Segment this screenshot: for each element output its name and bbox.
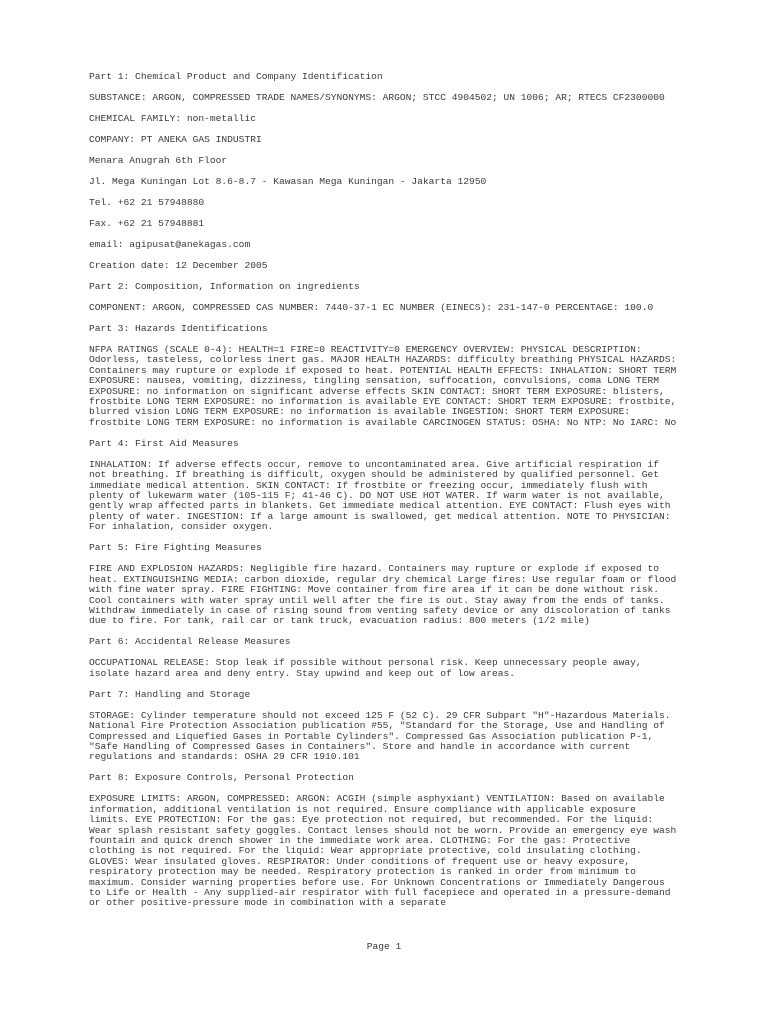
storage-paragraph: STORAGE: Cylinder temperature should not exceed 125 F (52 C). 29 CFR Subpart "H"-Hazardous Materials. National Fire Protection Association publication #55, "Standard for the Storage, Use and Handling of Compressed and Liquefied Gases in Portable Cylinders". Compressed Gas Association publication P-1, "Safe Handling of Compressed Gases in Containers". Store and handle in accordance with current regulations and standards: OSHA 29 CFR 1910.101 bbox=[89, 709, 671, 763]
section-heading-part-3: Part 3: Hazards Identifications bbox=[89, 323, 268, 334]
section-heading-part-2: Part 2: Composition, Information on ingredients bbox=[89, 281, 360, 292]
company-line: COMPANY: PT ANEKA GAS INDUSTRI bbox=[89, 134, 262, 145]
section-heading-part-1: Part 1: Chemical Product and Company Identification bbox=[89, 71, 383, 82]
first-aid-paragraph: INHALATION: If adverse effects occur, remove to uncontaminated area. Give artificial respiration if not breathing. If breathing is difficult, oxygen should be administered by qualified personnel. Get immediate medical attention. SKIN CONTACT: If frostbite or freezing occur, immediately flush with plenty of lukewarm water (105-115 F; 41-46 C). DO NOT USE HOT WATER. If warm water is not available, gently wrap affected parts in blankets. Get immediate medical attention. EYE CONTACT: Flush eyes with plenty of water. INGESTION: If a large amount is swallowed, get medical attention. NOTE TO PHYSICIAN: For inhalation, consider oxygen. bbox=[89, 458, 671, 533]
address-line-street: Jl. Mega Kuningan Lot 8.6-8.7 - Kawasan Mega Kuningan - Jakarta 12950 bbox=[89, 176, 487, 187]
creation-date-line: Creation date: 12 December 2005 bbox=[89, 260, 268, 271]
fax-line: Fax. +62 21 57948881 bbox=[89, 218, 205, 229]
substance-paragraph: SUBSTANCE: ARGON, COMPRESSED TRADE NAMES/SYNONYMS: ARGON; STCC 4904502; UN 1006; AR; RTECS CF2300000 bbox=[89, 92, 665, 103]
section-heading-part-6: Part 6: Accidental Release Measures bbox=[89, 636, 291, 648]
page-number: Page 1 bbox=[366, 941, 402, 952]
section-heading-part-5: Part 5: Fire Fighting Measures bbox=[89, 542, 262, 554]
address-line-building: Menara Anugrah 6th Floor bbox=[89, 155, 228, 166]
document-body bbox=[89, 72, 679, 919]
section-heading-part-4: Part 4: First Aid Measures bbox=[89, 437, 239, 449]
hazards-paragraph: NFPA RATINGS (SCALE 0-4): HEALTH=1 FIRE=0 REACTIVITY=0 EMERGENCY OVERVIEW: PHYSICAL DESCRIPTION: Odorless, tasteless, colorless inert gas. MAJOR HEALTH HAZARDS: difficulty breathing PHYSICAL HAZARDS: Containers may rupture or explode if exposed to heat. POTENTIAL HEALTH EFFECTS: INHALATION: SHORT TERM EXPOSURE: nausea, vomiting, dizziness, tingling sensation, suffocation, convulsions, coma LONG TERM EXPOSURE: no information on significant adverse effects SKIN CONTACT: SHORT TERM EXPOSURE: blisters, frostbite LONG TERM EXPOSURE: no information is available EYE CONTACT: SHORT TERM EXPOSURE: frostbite, blurred vision LONG TERM EXPOSURE: no information is available INGESTION: SHORT TERM EXPOSURE: frostbite LONG TERM EXPOSURE: no information is available CARCINOGEN STATUS: OSHA: No NTP: No IARC: No bbox=[89, 344, 677, 428]
fire-fighting-paragraph: FIRE AND EXPLOSION HAZARDS: Negligible fire hazard. Containers may rupture or explode if exposed to heat. EXTINGUISHING MEDIA: carbon dioxide, regular dry chemical Large fires: Use regular foam or flood with fine water spray. FIRE FIGHTING: Move container from fire area if it can be done without risk. Cool containers with water spray until well after the fire is out. Stay away from the ends of tanks. Withdraw immediately in case of rising sound from venting safety device or any discoloration of tanks due to fire. For tank, rail car or tank truck, evacuation radius: 800 meters (1/2 mile) bbox=[89, 563, 677, 627]
section-heading-part-8: Part 8: Exposure Controls, Personal Protection bbox=[89, 772, 354, 784]
exposure-controls-paragraph: EXPOSURE LIMITS: ARGON, COMPRESSED: ARGON: ACGIH (simple asphyxiant) VENTILATION: Based on available information, additional ventilation is not required. Ensure compliance with applicable exposure limits. EYE PROTECTION: For the gas: Eye protection not required, but recommended. For the liquid: Wear splash resistant safety goggles. Contact lenses should not be worn. Provide an emergency eye wash fountain and quick drench shower in the immediate work area. CLOTHING: For the gas: Protective clothing is not required. For the liquid: Wear appropriate protective, cold insulating clothing. GLOVES: Wear insulated gloves. RESPIRATOR: Under conditions of frequent use or heavy exposure, respiratory protection may be needed. Respiratory protection is ranked in order from minimum to maximum. Consider warning properties before use. For Unknown Concentrations or Immediately Dangerous to Life or Health - Any supplied-air respirator with full facepiece and operated in a pressure-demand or other positive-pressure mode in combination with a separate bbox=[89, 793, 677, 909]
telephone-line: Tel. +62 21 57948880 bbox=[89, 197, 205, 208]
chemical-family-line: CHEMICAL FAMILY: non-metallic bbox=[89, 113, 256, 124]
component-paragraph: COMPONENT: ARGON, COMPRESSED CAS NUMBER: 7440-37-1 EC NUMBER (EINECS): 231-147-0 PERCENTAGE: 100.0 bbox=[89, 302, 654, 313]
accidental-release-paragraph: OCCUPATIONAL RELEASE: Stop leak if possible without personal risk. Keep unnecessary people away, isolate hazard area and deny entry. Stay upwind and keep out of low areas. bbox=[89, 657, 642, 679]
email-line: email: agipusat@anekagas.com bbox=[89, 239, 251, 250]
section-heading-part-7: Part 7: Handling and Storage bbox=[89, 688, 251, 700]
